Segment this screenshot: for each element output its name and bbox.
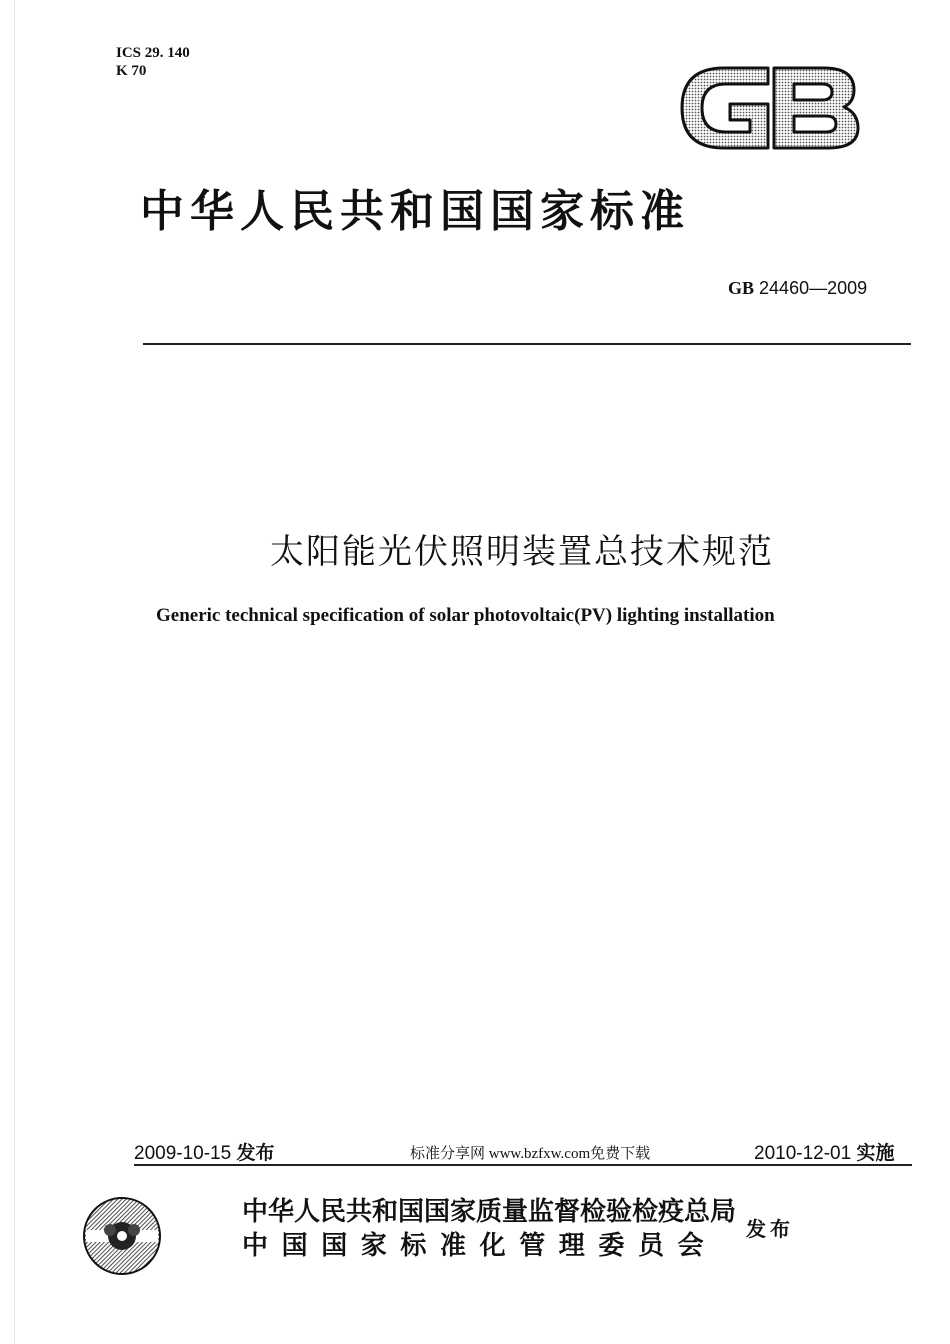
implementation-date-value: 2010-12-01: [754, 1143, 852, 1164]
standard-number-value: 24460—2009: [759, 278, 868, 298]
seal-emblem: [82, 1196, 162, 1276]
issuer-line-1: 中华人民共和国国家质量监督检验检疫总局: [242, 1197, 737, 1227]
gb-logo: [676, 60, 862, 156]
issue-label: 发布: [236, 1142, 275, 1164]
national-standard-title: 中华人民共和国国家标准: [140, 186, 690, 237]
ics-code: ICS 29. 140: [116, 45, 190, 61]
issuing-authorities: [242, 1195, 736, 1263]
scan-edge: [14, 0, 15, 1344]
issue-date-value: 2009-10-15: [134, 1143, 232, 1164]
issue-date: [134, 1138, 275, 1165]
issuer-line-2: 中国国家标准化管理委员会: [242, 1231, 718, 1261]
implementation-date: [754, 1138, 895, 1165]
ccs-code: K 70: [116, 63, 147, 79]
header-divider: [143, 343, 911, 345]
watermark-text: 标准分享网 www.bzfxw.com免费下载: [410, 1146, 651, 1162]
standard-number: [728, 278, 867, 299]
classification-codes: [116, 44, 190, 80]
footer-divider: [134, 1164, 912, 1166]
implementation-label: 实施: [856, 1142, 895, 1164]
chinese-title: 太阳能光伏照明装置总技术规范: [270, 532, 774, 572]
standard-prefix: GB: [728, 278, 755, 298]
publish-label: 发布: [746, 1217, 794, 1241]
english-title: Generic technical specification of solar photovoltaic(PV) lighting installation: [156, 605, 775, 626]
